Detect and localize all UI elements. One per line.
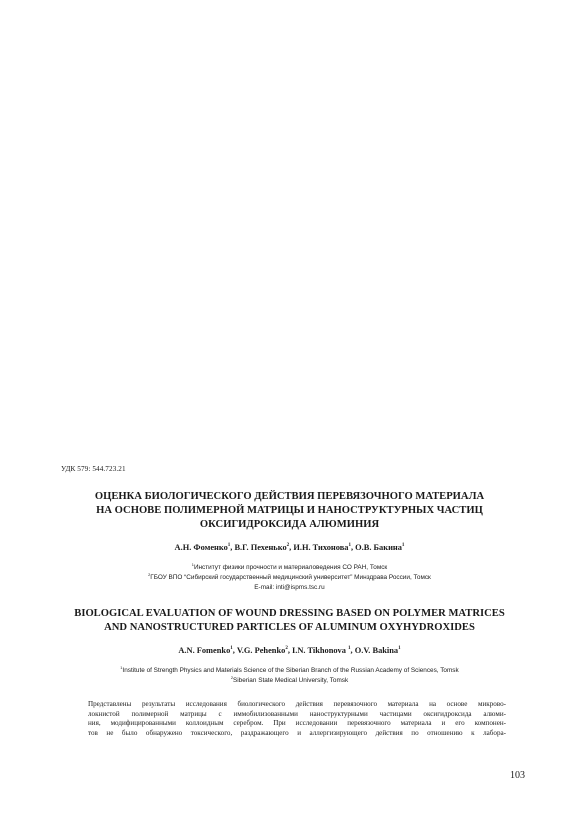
affiliations-english — [40, 666, 539, 686]
author-name: О.В. Бакина — [355, 543, 402, 552]
author-affiliation-mark: 1 — [398, 646, 401, 652]
author-affiliation-mark: 1 — [230, 646, 233, 652]
authors-english: A.N. Fomenko$^1$, V.G. Pehenko$^2$, I.N. Tikhonova $^1$, O.V. Bakina$^1$ — [178, 646, 401, 655]
author-name: I.N. Tikhonova — [292, 646, 346, 655]
title-ru-line: ОКСИГИДРОКСИДА АЛЮМИНИЯ — [199, 519, 380, 530]
author-affiliation-mark: 1 — [348, 543, 351, 549]
affiliation-mark: 1 — [191, 562, 194, 567]
title-russian — [40, 490, 539, 532]
authors-russian: А.Н. Фоменко$^1$, В.Г. Пехенько$^2$, И.Н. Тихонова$^1$, О.В. Бакина$^1$ — [174, 543, 405, 552]
abstract-line: ния, модифицированными коллоидным серебром. При исследовании перевязочного материала и его компонен- — [88, 719, 506, 728]
title-english — [40, 607, 539, 635]
affiliation-mark: 2 — [148, 572, 151, 577]
affiliation-line — [40, 563, 539, 573]
author-name: V.G. Pehenko — [236, 646, 286, 655]
author-affiliation-mark: 1 — [401, 543, 405, 549]
author-affiliation-mark: 1 — [348, 646, 351, 652]
page-number: 103 — [510, 770, 525, 781]
affiliation-line — [40, 666, 539, 676]
affiliation-mark: 1 — [120, 665, 123, 670]
affiliation-text: ГБОУ ВПО “Сибирский государственный медицинский университет” Минздрава России, Томск — [150, 574, 431, 581]
title-en-line: AND NANOSTRUCTURED PARTICLES OF ALUMINUM OXYHYDROXIDES — [104, 622, 475, 633]
author-name: И.Н. Тихонова — [293, 543, 349, 552]
udc-code: УДК 579: 544.723.21 — [61, 465, 126, 473]
author-name: O.V. Bakina — [354, 646, 399, 655]
abstract-line: локнистой полимерной матрицы с иммобилизованными наноструктурными частицами оксигидроксида алюми- — [88, 709, 506, 718]
author-affiliation-mark: 2 — [286, 543, 290, 549]
author-name: A.N. Fomenko — [178, 646, 231, 655]
email-line: E-mail: inti@ispms.tsc.ru — [254, 584, 325, 591]
author-name: В.Г. Пехенько — [234, 543, 287, 552]
title-ru-line: ОЦЕНКА БИОЛОГИЧЕСКОГО ДЕЙСТВИЯ ПЕРЕВЯЗОЧНОГО МАТЕРИАЛА — [94, 491, 485, 502]
author-name: А.Н. Фоменко — [174, 543, 228, 552]
abstract-line: тов не было обнаружено токсического, раздражающего и аллергизирующего действия по отношению к лабора- — [88, 728, 506, 737]
abstract-line: Представлены результаты исследования биологического действия перевязочного материала на основе микрово- — [88, 700, 506, 708]
affiliation-text: Institute of Strength Physics and Materials Science of the Siberian Branch of the Russian Academy of Sciences, Tomsk — [122, 667, 459, 674]
affiliation-line — [40, 676, 539, 686]
affiliation-line — [40, 573, 539, 583]
abstract — [88, 700, 506, 738]
affiliations-russian — [40, 563, 539, 593]
title-en-line: BIOLOGICAL EVALUATION OF WOUND DRESSING BASED ON POLYMER MATRICES — [74, 608, 505, 619]
affiliation-mark: 2 — [230, 675, 233, 680]
affiliation-text: Институт физики прочности и материаловедения СО РАН, Томск — [193, 564, 388, 571]
author-affiliation-mark: 1 — [227, 543, 231, 549]
author-affiliation-mark: 2 — [285, 646, 288, 652]
title-ru-line: НА ОСНОВЕ ПОЛИМЕРНОЙ МАТРИЦЫ И НАНОСТРУКТУРНЫХ ЧАСТИЦ — [96, 505, 483, 516]
affiliation-text: Siberian State Medical University, Tomsk — [232, 677, 349, 684]
